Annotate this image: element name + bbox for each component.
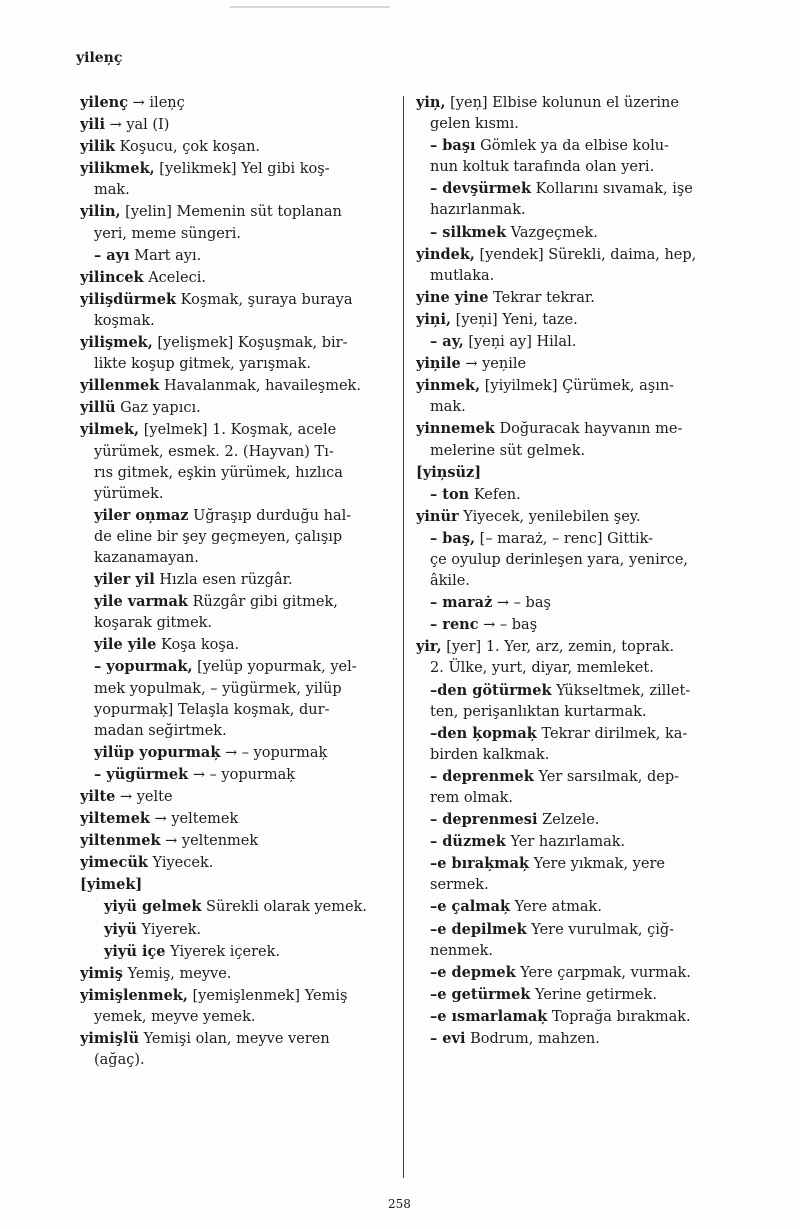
dictionary-line xyxy=(80,941,394,963)
headword: yiyü gelmek xyxy=(104,898,202,916)
dictionary-line xyxy=(416,506,756,528)
dictionary-line xyxy=(416,266,756,287)
headword: yiler yil xyxy=(94,571,155,589)
definition: yürümek, esmek. 2. (Hayvan) Tı- xyxy=(94,443,334,460)
definition: Yiyerek içerek. xyxy=(170,943,281,960)
definition: Yere atmak. xyxy=(514,899,602,916)
dictionary-line xyxy=(416,831,756,853)
headword: yile yile xyxy=(94,636,157,654)
definition: → yeņile xyxy=(465,356,527,373)
dictionary-line xyxy=(80,180,394,201)
definition: Yer hazırlamak. xyxy=(510,834,626,851)
dictionary-line xyxy=(80,267,394,289)
headword: – başı xyxy=(430,137,476,155)
headword: yindek, xyxy=(416,245,475,263)
dictionary-line xyxy=(80,289,394,311)
dictionary-line xyxy=(80,332,394,354)
definition: Mart ayı. xyxy=(134,247,202,264)
definition: [yelin] Memenin süt toplanan xyxy=(125,204,342,221)
definition: Yere yıkmak, yere xyxy=(533,856,665,873)
dictionary-line xyxy=(80,505,394,527)
dictionary-line xyxy=(416,135,756,157)
dictionary-line xyxy=(80,786,394,808)
dictionary-line xyxy=(80,136,394,158)
headword: – yügürmek xyxy=(94,765,189,783)
dictionary-line xyxy=(416,462,756,484)
definition: Acelecі. xyxy=(148,269,206,286)
headword: yiņile xyxy=(416,355,461,373)
headword: yilişdürmek xyxy=(80,290,177,308)
headword: – devşürmek xyxy=(430,180,532,198)
definition: → – baş xyxy=(496,595,551,612)
headword: yiyü içe xyxy=(104,942,166,960)
definition: Yer sarsılmak, dep- xyxy=(538,768,680,785)
headword: yilüp yopurmaķ xyxy=(94,743,221,761)
definition: [yer] 1. Yer, arz, zemin, toprak. xyxy=(446,639,675,656)
dictionary-line xyxy=(80,1028,394,1050)
dictionary-line xyxy=(80,484,394,505)
dictionary-line xyxy=(416,1006,756,1028)
definition: [yeņ] Elbise kolunun el üzerine xyxy=(450,95,679,111)
definition: Zelzele. xyxy=(542,812,600,829)
headword: –e çalmaķ xyxy=(430,898,511,916)
page-number: 258 xyxy=(388,1197,411,1211)
dictionary-line xyxy=(416,919,756,941)
headword: – deprenmesi xyxy=(430,811,538,829)
headword: – ton xyxy=(430,485,470,503)
definition: mek yopulmak, – yügürmek, yilüp xyxy=(94,680,342,697)
dictionary-line xyxy=(80,354,394,375)
dictionary-line xyxy=(416,723,756,745)
dictionary-line xyxy=(80,311,394,332)
dictionary-line xyxy=(416,287,756,309)
dictionary-line xyxy=(416,636,756,658)
headword: yiltenmek xyxy=(80,832,161,850)
dictionary-line xyxy=(416,200,756,221)
definition: → yelte xyxy=(119,789,173,805)
dictionary-line xyxy=(80,1007,394,1028)
dictionary-line xyxy=(80,764,394,786)
definition: Toprağa bırakmak. xyxy=(551,1008,691,1025)
headword: –e depmek xyxy=(430,963,516,981)
definition: Yerine getirmek. xyxy=(535,986,657,1003)
dictionary-line xyxy=(80,591,394,613)
dictionary-line xyxy=(80,114,394,136)
dictionary-line xyxy=(416,528,756,550)
dictionary-line xyxy=(80,700,394,721)
dictionary-line xyxy=(416,550,756,571)
dictionary-line xyxy=(416,896,756,918)
dictionary-line xyxy=(416,853,756,875)
headword: yine yine xyxy=(416,288,489,306)
definition: Tekrar dirilmek, ka- xyxy=(541,725,688,742)
definition: Kollarını sıvamak, işe xyxy=(535,181,693,198)
dictionary-line xyxy=(416,766,756,788)
dictionary-line xyxy=(80,527,394,548)
headword: yimişlenmek, xyxy=(80,986,188,1004)
dictionary-line xyxy=(416,157,756,178)
definition: melerine süt gelmek. xyxy=(430,442,586,459)
definition: [– maraż, – renc] Gittik- xyxy=(479,530,654,547)
dictionary-line xyxy=(80,224,394,245)
definition: Yiyecek, yenilebilen şey. xyxy=(463,508,641,525)
headword: –e ısmarlamaķ xyxy=(430,1007,548,1025)
definition: Havalanmak, havaileşmek. xyxy=(163,378,361,395)
dictionary-line xyxy=(80,419,394,441)
headword: [yimek] xyxy=(80,876,143,894)
definition: birden kalkmak. xyxy=(430,746,550,763)
definition: → yeltemek xyxy=(154,811,239,828)
definition: âkile. xyxy=(430,573,470,590)
dictionary-line xyxy=(80,613,394,634)
headword: yiņi, xyxy=(416,310,452,328)
definition: Koşucu, çok koşan. xyxy=(119,139,261,156)
dictionary-line xyxy=(80,397,394,419)
definition: → – yopurmaķ xyxy=(192,766,296,783)
right-column xyxy=(416,92,756,1050)
dictionary-line xyxy=(80,852,394,874)
dictionary-line xyxy=(80,985,394,1007)
headword: yinnemek xyxy=(416,420,495,438)
dictionary-line xyxy=(416,1028,756,1050)
dictionary-line xyxy=(416,809,756,831)
dictionary-line xyxy=(416,178,756,200)
dictionary-line xyxy=(80,201,394,223)
definition: Uğraşıp durduğu hal- xyxy=(193,507,352,524)
headword: yilin, xyxy=(80,203,121,221)
dictionary-line xyxy=(80,963,394,985)
definition: nun koltuk tarafında olan yeri. xyxy=(430,159,655,176)
dictionary-line xyxy=(416,92,756,114)
definition: [yelişmek] Koşuşmak, bir- xyxy=(157,335,348,352)
dictionary-line xyxy=(80,375,394,397)
headword: yilincek xyxy=(80,268,144,286)
headword: – evi xyxy=(430,1030,466,1048)
definition: [yeņi] Yeni, taze. xyxy=(455,311,578,328)
definition: likte koşup gitmek, yarışmak. xyxy=(94,356,311,373)
definition: gelen kısmı. xyxy=(430,116,519,133)
definition: rem olmak. xyxy=(430,790,514,806)
definition: çe oyulup derinleşen yara, yenirce, xyxy=(430,551,689,568)
headword: yiler oņmaz xyxy=(94,506,189,524)
dictionary-line xyxy=(80,548,394,569)
definition: (ağaç). xyxy=(94,1052,145,1069)
dictionary-line xyxy=(416,571,756,592)
headword: yiņ, xyxy=(416,94,446,111)
headword: yimişlü xyxy=(80,1030,139,1048)
headword: yiltemek xyxy=(80,810,150,828)
definition: yemek, meyve yemek. xyxy=(94,1008,256,1025)
headword: yinür xyxy=(416,507,459,525)
definition: [yemişlenmek] Yemiş xyxy=(192,987,348,1004)
definition: yeri, meme süngeri. xyxy=(94,225,241,242)
definition: kazanamayan. xyxy=(94,549,199,566)
definition: [yiyilmek] Çürümek, aşın- xyxy=(484,378,675,395)
definition: Rüzgâr gibi gitmek, xyxy=(192,594,338,611)
definition: mak. xyxy=(430,399,466,416)
headword: yillenmek xyxy=(80,377,160,395)
definition: Doğuracak hayvanın me- xyxy=(499,421,683,438)
dictionary-line xyxy=(416,614,756,636)
dictionary-line xyxy=(416,941,756,962)
definition: [yelüp yopurmak, yel- xyxy=(197,659,357,676)
dictionary-line xyxy=(416,984,756,1006)
headword: yilmek, xyxy=(80,421,140,439)
definition: [yelmek] 1. Koşmak, acele xyxy=(143,422,337,439)
headword: yilikmek, xyxy=(80,160,155,178)
dictionary-line xyxy=(80,442,394,463)
definition: Hızla esen rüzgâr. xyxy=(159,572,293,589)
definition: Yiyecek. xyxy=(152,855,214,872)
definition: yürümek. xyxy=(94,485,164,502)
definition: hazırlanmak. xyxy=(430,202,526,219)
definition: ten, perişanlıktan kurtarmak. xyxy=(430,703,647,720)
headword: yili xyxy=(80,116,105,134)
headword: yinmek, xyxy=(416,377,481,395)
dictionary-line xyxy=(416,658,756,679)
dictionary-line xyxy=(80,569,394,591)
dictionary-line xyxy=(80,1050,394,1071)
dictionary-line xyxy=(416,702,756,723)
definition: → yal (I) xyxy=(109,117,170,134)
dictionary-line xyxy=(416,680,756,702)
dictionary-line xyxy=(416,353,756,375)
scan-top-mark xyxy=(230,6,390,8)
definition: [yendek] Sürekli, daima, hep, xyxy=(479,246,697,263)
definition: nenmek. xyxy=(430,942,493,959)
definition: koşarak gitmek. xyxy=(94,615,213,632)
definition: Vazgeçmek. xyxy=(510,224,598,241)
definition: Yükseltmek, zillet- xyxy=(556,682,691,699)
definition: Yemişi olan, meyve veren xyxy=(143,1031,330,1048)
dictionary-line xyxy=(416,397,756,418)
headword: yillü xyxy=(80,399,116,417)
dictionary-line xyxy=(416,244,756,266)
dictionary-line xyxy=(80,656,394,678)
definition: yopurmaķ] Telaşla koşmak, dur- xyxy=(94,701,330,718)
dictionary-line xyxy=(80,830,394,852)
definition: → ileņç xyxy=(132,95,185,111)
dictionary-line xyxy=(416,222,756,244)
headword: – baş, xyxy=(430,529,476,547)
running-head: yileņç xyxy=(76,50,123,66)
dictionary-line xyxy=(80,463,394,484)
headword: yilişmek, xyxy=(80,334,153,352)
definition: Bodrum, mahzen. xyxy=(470,1031,600,1048)
dictionary-line xyxy=(416,875,756,896)
dictionary-line xyxy=(80,919,394,941)
dictionary-line xyxy=(416,309,756,331)
dictionary-line xyxy=(80,92,394,114)
headword: –den ķopmaķ xyxy=(430,724,537,742)
headword: yile varmak xyxy=(94,593,188,611)
definition: [yelikmek] Yel gibi koş- xyxy=(159,161,330,178)
dictionary-line xyxy=(416,788,756,809)
dictionary-line xyxy=(416,484,756,506)
definition: Koşmak, şuraya buraya xyxy=(180,291,353,308)
headword: – silkmek xyxy=(430,223,507,241)
left-column xyxy=(80,92,394,1071)
headword: [yiņsüz] xyxy=(416,463,482,481)
headword: yilte xyxy=(80,788,116,805)
definition: Gaz yapıcı. xyxy=(120,400,201,417)
definition: Yere çarpmak, vurmak. xyxy=(520,964,691,981)
headword: –e depilmek xyxy=(430,920,527,938)
headword: – ay, xyxy=(430,333,464,351)
column-divider xyxy=(403,96,404,1178)
dictionary-line xyxy=(416,375,756,397)
definition: Yemiş, meyve. xyxy=(127,965,232,982)
headword: – renc xyxy=(430,616,479,634)
headword: yir, xyxy=(416,638,442,656)
headword: – yopurmak, xyxy=(94,658,193,676)
headword: yimiş xyxy=(80,964,123,982)
headword: yimecük xyxy=(80,854,148,872)
dictionary-line xyxy=(416,592,756,614)
definition: rıs gitmek, eşkin yürümek, hızlıca xyxy=(94,464,343,481)
definition: Yiyerek. xyxy=(141,921,202,938)
definition: → – baş xyxy=(483,617,538,634)
dictionary-line xyxy=(80,245,394,267)
dictionary-line xyxy=(416,418,756,440)
headword: – maraż xyxy=(430,594,493,612)
dictionary-line xyxy=(80,158,394,180)
definition: mutlaka. xyxy=(430,267,495,284)
definition: Koşa koşa. xyxy=(161,637,240,654)
definition: de eline bir şey geçmeyen, çalışıp xyxy=(94,528,343,545)
definition: 2. Ülke, yurt, diyar, memleket. xyxy=(430,660,654,677)
definition: Sürekli olarak yemek. xyxy=(206,899,367,916)
dictionary-line xyxy=(80,874,394,896)
definition: sermek. xyxy=(430,877,489,894)
definition: koşmak. xyxy=(94,312,155,329)
dictionary-line xyxy=(80,721,394,742)
headword: – düzmek xyxy=(430,833,506,851)
headword: –den götürmek xyxy=(430,681,552,699)
dictionary-line xyxy=(416,114,756,135)
definition: madan seğirtmek. xyxy=(94,722,227,739)
headword: – deprenmek xyxy=(430,767,534,785)
dictionary-line xyxy=(416,745,756,766)
dictionary-line xyxy=(80,742,394,764)
dictionary-line xyxy=(416,441,756,462)
dictionary-line xyxy=(80,808,394,830)
definition: Gömlek ya da elbise kolu- xyxy=(480,138,669,155)
definition: Tekrar tekrar. xyxy=(493,289,595,306)
definition: [yeņi ay] Hilal. xyxy=(468,334,577,351)
dictionary-line xyxy=(80,679,394,700)
definition: mak. xyxy=(94,182,130,199)
definition: → – yopurmaķ xyxy=(224,744,328,761)
dictionary-line xyxy=(416,962,756,984)
headword: – ayı xyxy=(94,246,130,264)
dictionary-line xyxy=(80,896,394,918)
dictionary-line xyxy=(416,331,756,353)
headword: yilenç xyxy=(80,94,129,111)
definition: Yere vurulmak, çiğ- xyxy=(531,921,675,938)
headword: –e getürmek xyxy=(430,985,531,1003)
definition: → yeltenmek xyxy=(165,833,259,850)
headword: yiyü xyxy=(104,920,137,938)
definition: Kefen. xyxy=(473,486,521,503)
dictionary-line xyxy=(80,634,394,656)
headword: yilik xyxy=(80,138,115,156)
headword: –e bıraķmaķ xyxy=(430,855,530,873)
